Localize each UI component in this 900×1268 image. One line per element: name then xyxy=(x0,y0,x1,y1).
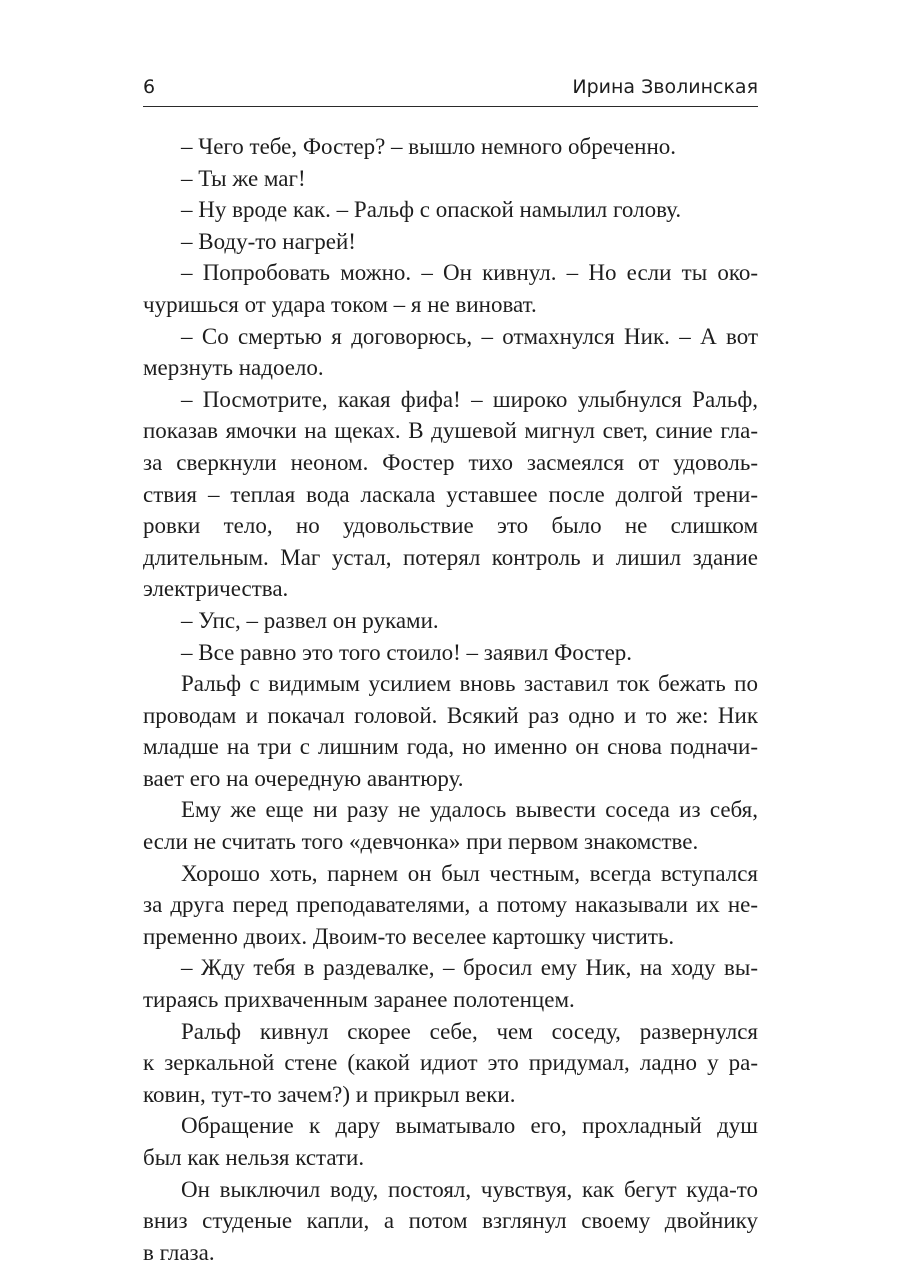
text-line: длительным. Маг устал, потерял контроль и лишил здание xyxy=(143,544,758,570)
text-line: Ему же еще ни разу не удалось вывести соседа из себя, xyxy=(181,797,758,823)
text-line: младше на три с лишним года, но именно он снова подначи- xyxy=(143,734,758,760)
text-line: ствия – теплая вода ласкала уставшее после долгой трени- xyxy=(143,481,758,507)
text-line: вниз студеные капли, а потом взглянул своему двойнику xyxy=(143,1208,758,1234)
text-line: за друга перед преподавателями, а потому наказывали их не- xyxy=(143,892,758,918)
text-line: – Воду-то нагрей! xyxy=(181,228,356,254)
text-line: пременно двоих. Двоим-то веселее картошку чистить. xyxy=(143,923,675,949)
text-line: Он выключил воду, постоял, чувствуя, как бегут куда-то xyxy=(181,1176,758,1202)
text-line: ковин, тут-то зачем?) и прикрыл веки. xyxy=(143,1081,516,1107)
text-line: к зеркальной стене (какой идиот это придумал, ладно у ра- xyxy=(143,1050,758,1076)
text-line: мерзнуть надоело. xyxy=(143,355,324,381)
text-line: если не считать того «девчонка» при первом знакомстве. xyxy=(143,829,699,855)
text-line: ровки тело, но удовольствие это было не слишком xyxy=(143,513,758,539)
text-line: проводам и покачал головой. Всякий раз одно и то же: Ник xyxy=(143,702,758,728)
text-line: – Жду тебя в раздевалке, – бросил ему Ник, на ходу вы- xyxy=(181,955,758,981)
text-line: электричества. xyxy=(143,576,289,602)
text-line: Ральф кивнул скорее себе, чем соседу, развернулся xyxy=(181,1018,758,1044)
text-line: показав ямочки на щеках. В душевой мигнул свет, синие гла- xyxy=(143,418,758,444)
text-line: в глаза. xyxy=(143,1239,215,1265)
text-line: тираясь прихваченным заранее полотенцем. xyxy=(143,987,575,1013)
text-line: Хорошо хоть, парнем он был честным, всегда вступался xyxy=(181,860,758,886)
text-line: – Со смертью я договорюсь, – отмахнулся Ник. – А вот xyxy=(181,323,758,349)
body-text xyxy=(143,131,758,1268)
text-line: вает его на очередную авантюру. xyxy=(143,765,464,791)
running-title-author: Ирина Зволинская xyxy=(572,76,758,98)
text-line: – Все равно это того стоило! – заявил Фостер. xyxy=(181,639,633,665)
text-line: за сверкнули неоном. Фостер тихо засмеялся от удоволь- xyxy=(143,449,758,475)
text-line: Обращение к дару выматывало его, прохладный душ xyxy=(181,1113,758,1139)
text-line: – Чего тебе, Фостер? – вышло немного обреченно. xyxy=(181,134,677,159)
text-line: – Ну вроде как. – Ральф с опаской намылил голову. xyxy=(181,197,682,223)
text-line: Ральф с видимым усилием вновь заставил ток бежать по xyxy=(181,671,758,697)
text-line: – Посмотрите, какая фифа! – широко улыбнулся Ральф, xyxy=(181,386,758,412)
running-header xyxy=(143,70,758,107)
page-number: 6 xyxy=(143,76,156,98)
text-line: – Попробовать можно. – Он кивнул. – Но если ты око- xyxy=(181,260,758,286)
text-line: – Упс, – развел он руками. xyxy=(181,607,439,633)
text-line: – Ты же маг! xyxy=(181,165,306,191)
text-line: чуришься от удара током – я не виноват. xyxy=(143,291,537,317)
text-line: был как нельзя кстати. xyxy=(143,1145,365,1170)
